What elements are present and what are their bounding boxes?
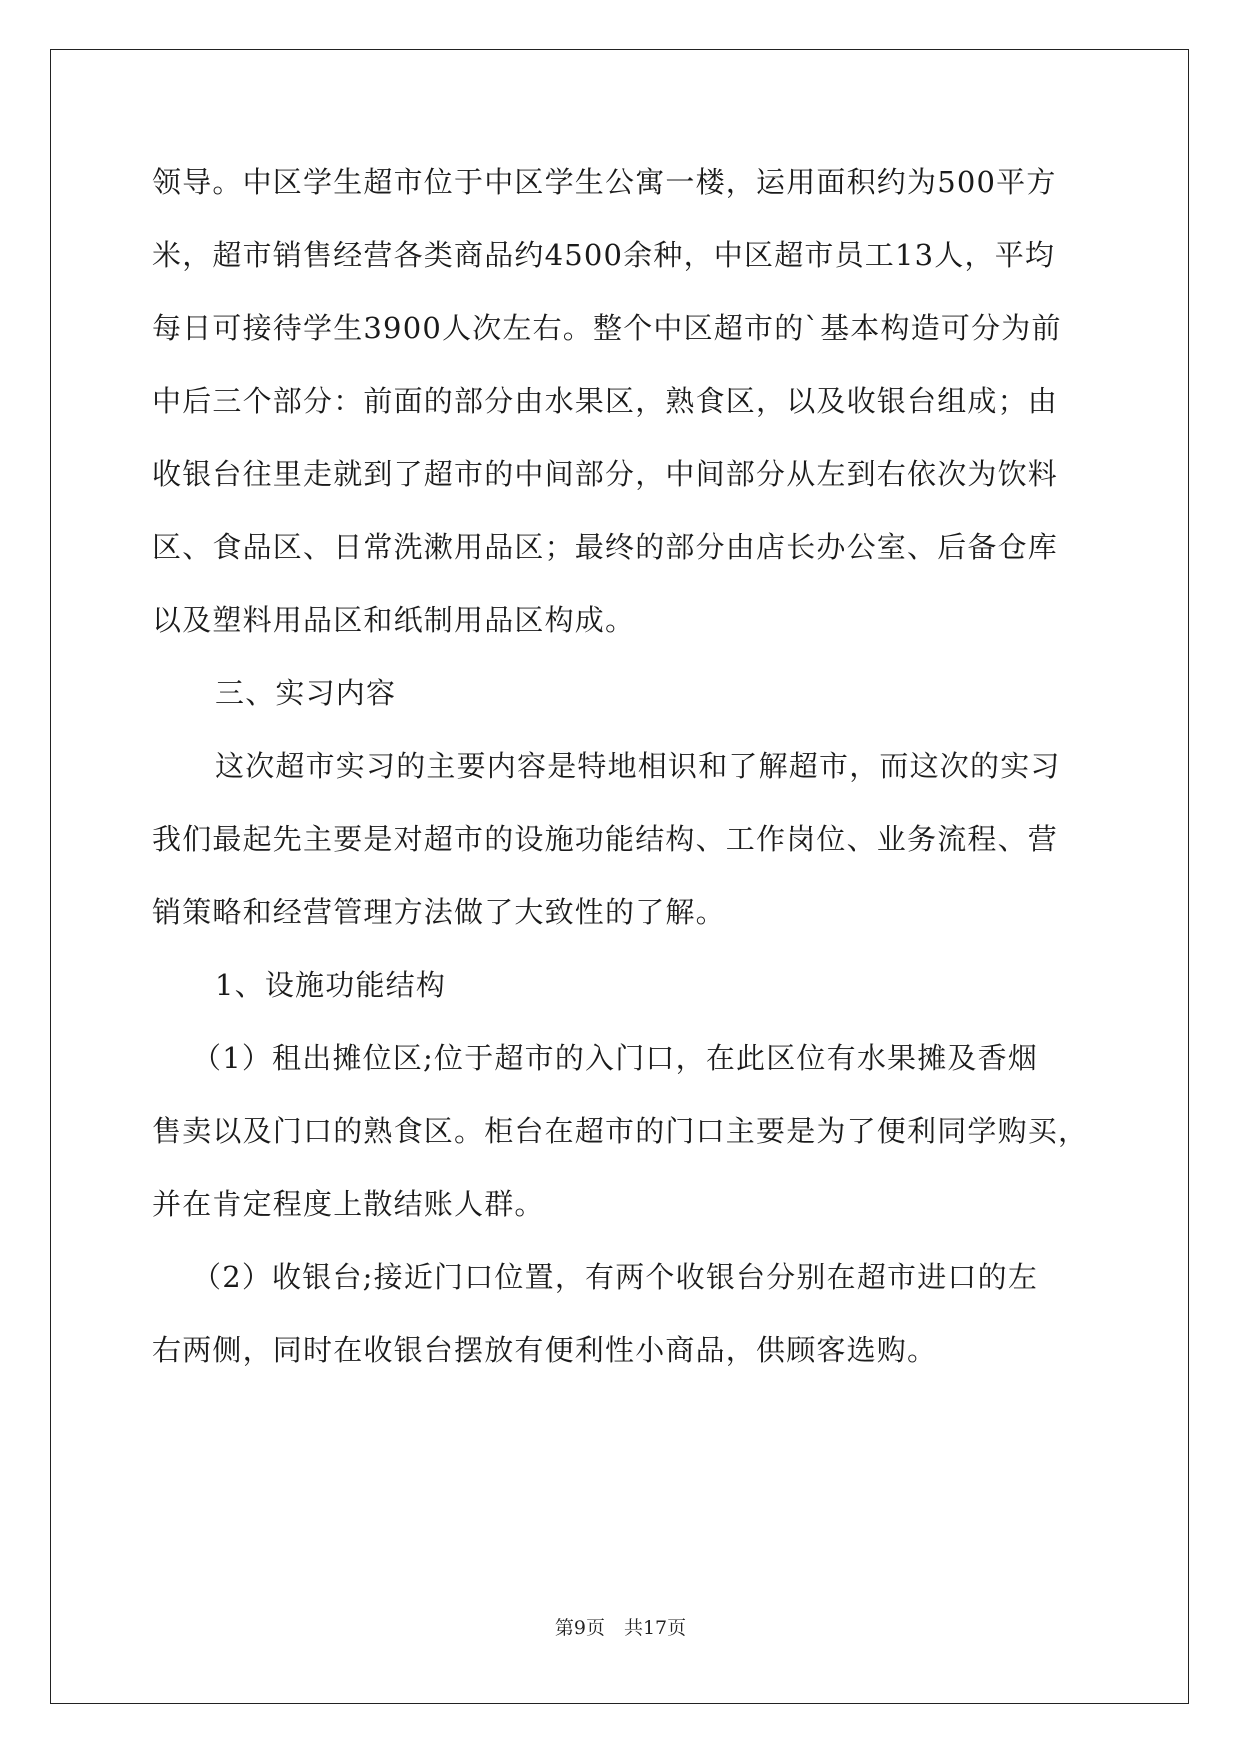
- text-line: 这次超市实习的主要内容是特地相识和了解超市，而这次的实习: [215, 749, 1061, 783]
- text-line: （1）租出摊位区;位于超市的入门口，在此区位有水果摊及香烟: [192, 1041, 1039, 1075]
- text-line: （2）收银台;接近门口位置，有两个收银台分别在超市进口的左: [192, 1260, 1039, 1294]
- text-line: 每日可接待学生3900人次左右。整个中区超市的`基本构造可分为前: [152, 311, 1062, 345]
- text-line: 右两侧，同时在收银台摆放有便利性小商品，供顾客选购。: [152, 1333, 938, 1367]
- text-line: 我们最起先主要是对超市的设施功能结构、工作岗位、业务流程、营: [152, 822, 1059, 856]
- page-number-footer: 第9页 共17页: [554, 1617, 687, 1639]
- text-line: 并在肯定程度上散结账人群。: [152, 1187, 545, 1221]
- text-line: 销策略和经营管理方法做了大致性的了解。: [152, 895, 726, 929]
- text-line: 售卖以及门口的熟食区。柜台在超市的门口主要是为了便利同学购买，: [152, 1114, 1089, 1148]
- text-line: 区、食品区、日常洗漱用品区；最终的部分由店长办公室、后备仓库: [152, 530, 1059, 564]
- text-line: 领导。中区学生超市位于中区学生公寓一楼，运用面积约为500平方: [152, 165, 1057, 199]
- text-line: 以及塑料用品区和纸制用品区构成。: [152, 603, 636, 637]
- subsection-heading: 1、设施功能结构: [215, 968, 447, 1002]
- text-line: 中后三个部分：前面的部分由水果区，熟食区，以及收银台组成；由: [152, 384, 1059, 418]
- section-heading: 三、实习内容: [215, 676, 397, 710]
- text-line: 米，超市销售经营各类商品约4500余种，中区超市员工13人，平均: [152, 238, 1056, 272]
- page-border: [50, 49, 1189, 1704]
- text-line: 收银台往里走就到了超市的中间部分，中间部分从左到右依次为饮料: [152, 457, 1059, 491]
